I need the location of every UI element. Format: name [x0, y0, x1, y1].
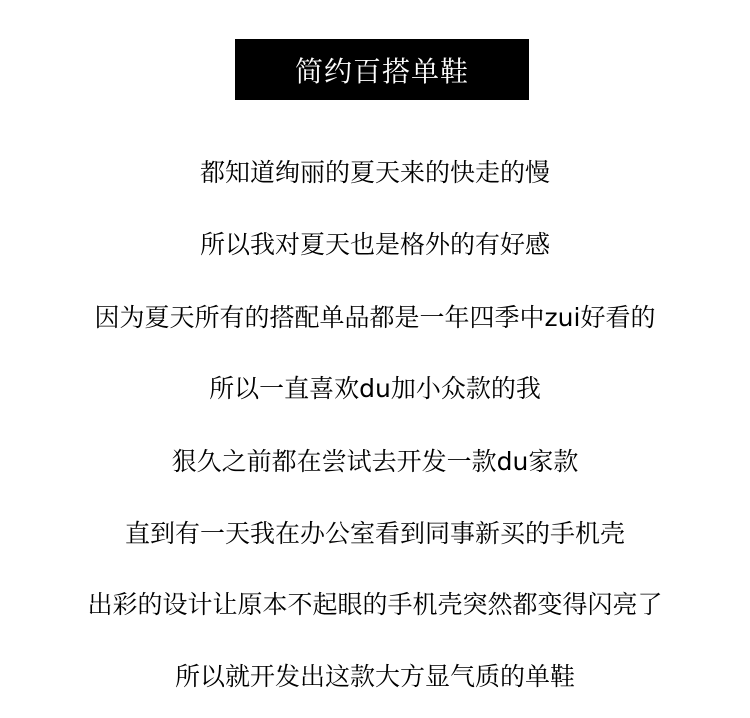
title-banner: [235, 39, 529, 100]
text-line-7: 出彩的设计让原本不起眼的手机壳突然都变得闪亮了: [87, 590, 663, 619]
text-line-4: 所以一直喜欢du加小众款的我: [209, 374, 541, 403]
text-line-2: 所以我对夏天也是格外的有好感: [199, 230, 550, 259]
text-line-6: 直到有一天我在办公室看到同事新买的手机壳: [124, 519, 625, 548]
text-line-8: 所以就开发出这款大方显气质的单鞋: [174, 662, 575, 691]
text-line-3: 因为夏天所有的搭配单品都是一年四季中zui好看的: [94, 303, 656, 332]
text-line-5: 狠久之前都在尝试去开发一款du家款: [171, 447, 579, 476]
text-line-1: 都知道绚丽的夏天来的快走的慢: [199, 158, 550, 187]
page-title: 简约百搭单鞋: [294, 54, 469, 88]
